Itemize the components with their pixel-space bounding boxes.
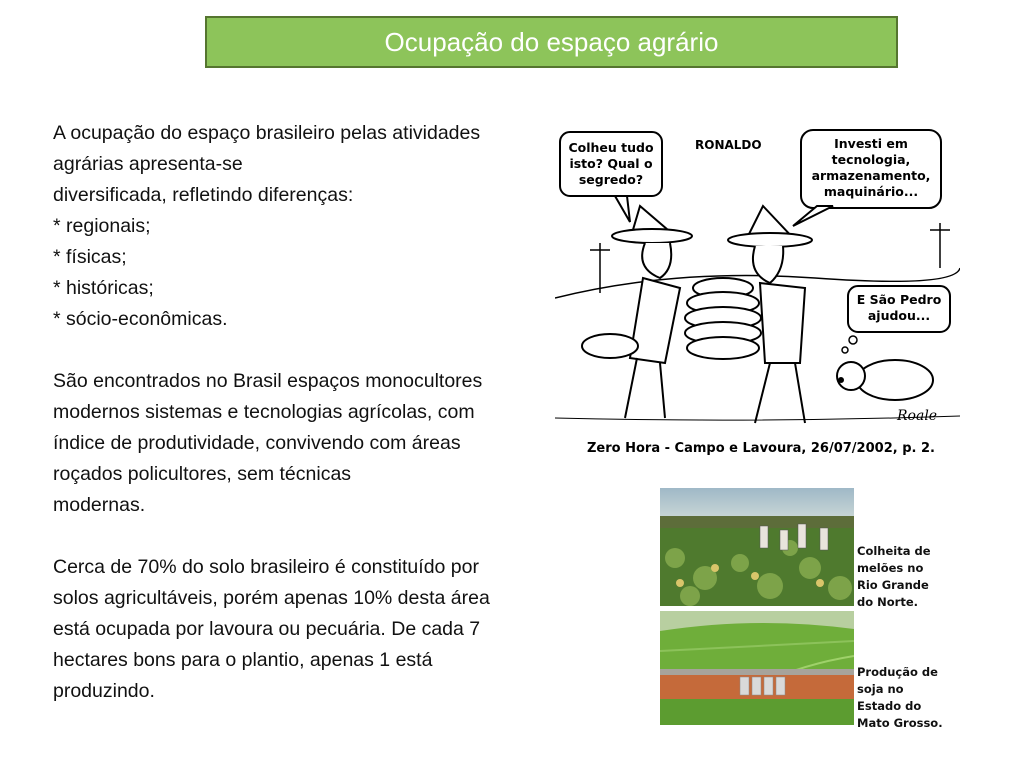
body-line: roçados policultores, sem técnicas <box>53 463 352 485</box>
body-line: * físicas; <box>53 246 127 268</box>
body-line: índice de produtividade, convivendo com áreas <box>53 432 461 454</box>
body-line: Cerca de 70% do solo brasileiro é constituído por <box>53 556 479 578</box>
soy-production-photo <box>660 611 854 725</box>
body-line: * históricas; <box>53 277 154 299</box>
slide-body-text <box>53 118 573 707</box>
melon-harvest-photo <box>660 488 854 606</box>
cartoon-signature: Roale <box>897 408 938 424</box>
body-line: está ocupada por lavoura ou pecuária. De cada 7 <box>53 618 481 640</box>
cartoon-illustration <box>555 118 960 463</box>
body-line: * sócio-econômicas. <box>53 308 228 330</box>
body-line: São encontrados no Brasil espaços monocultores <box>53 370 483 392</box>
cartoon-caption: Zero Hora - Campo e Lavoura, 26/07/2002, p. 2. <box>587 441 935 456</box>
body-line: modernos sistemas e tecnologias agrícolas, com <box>53 401 475 423</box>
body-line: agrárias apresenta-se <box>53 153 243 175</box>
cartoon-bubble-2: Investi em tecnologia, armazenamento, maquinário... <box>811 136 931 199</box>
soy-photo-caption: Produção de soja no Estado do Mato Grosso. <box>857 665 943 730</box>
body-line: produzindo. <box>53 680 155 702</box>
melon-photo-caption: Colheita de melões no Rio Grande do Norte. <box>857 544 931 609</box>
slide-title-box <box>205 16 898 68</box>
body-line: diversificada, refletindo diferenças: <box>53 184 354 206</box>
cartoon-bubble-1: Colheu tudo isto? Qual o segredo? <box>568 140 654 187</box>
body-line: A ocupação do espaço brasileiro pelas atividades <box>53 122 481 144</box>
body-line: solos agricultáveis, porém apenas 10% desta área <box>53 587 490 609</box>
body-line: * regionais; <box>53 215 151 237</box>
slide-title: Ocupação do espaço agrário <box>384 26 719 57</box>
cartoon-author-name: RONALDO <box>695 138 762 152</box>
cartoon-bubble-3: E São Pedro ajudou... <box>856 292 942 323</box>
body-line: modernas. <box>53 494 146 516</box>
body-line: hectares bons para o plantio, apenas 1 está <box>53 649 433 671</box>
